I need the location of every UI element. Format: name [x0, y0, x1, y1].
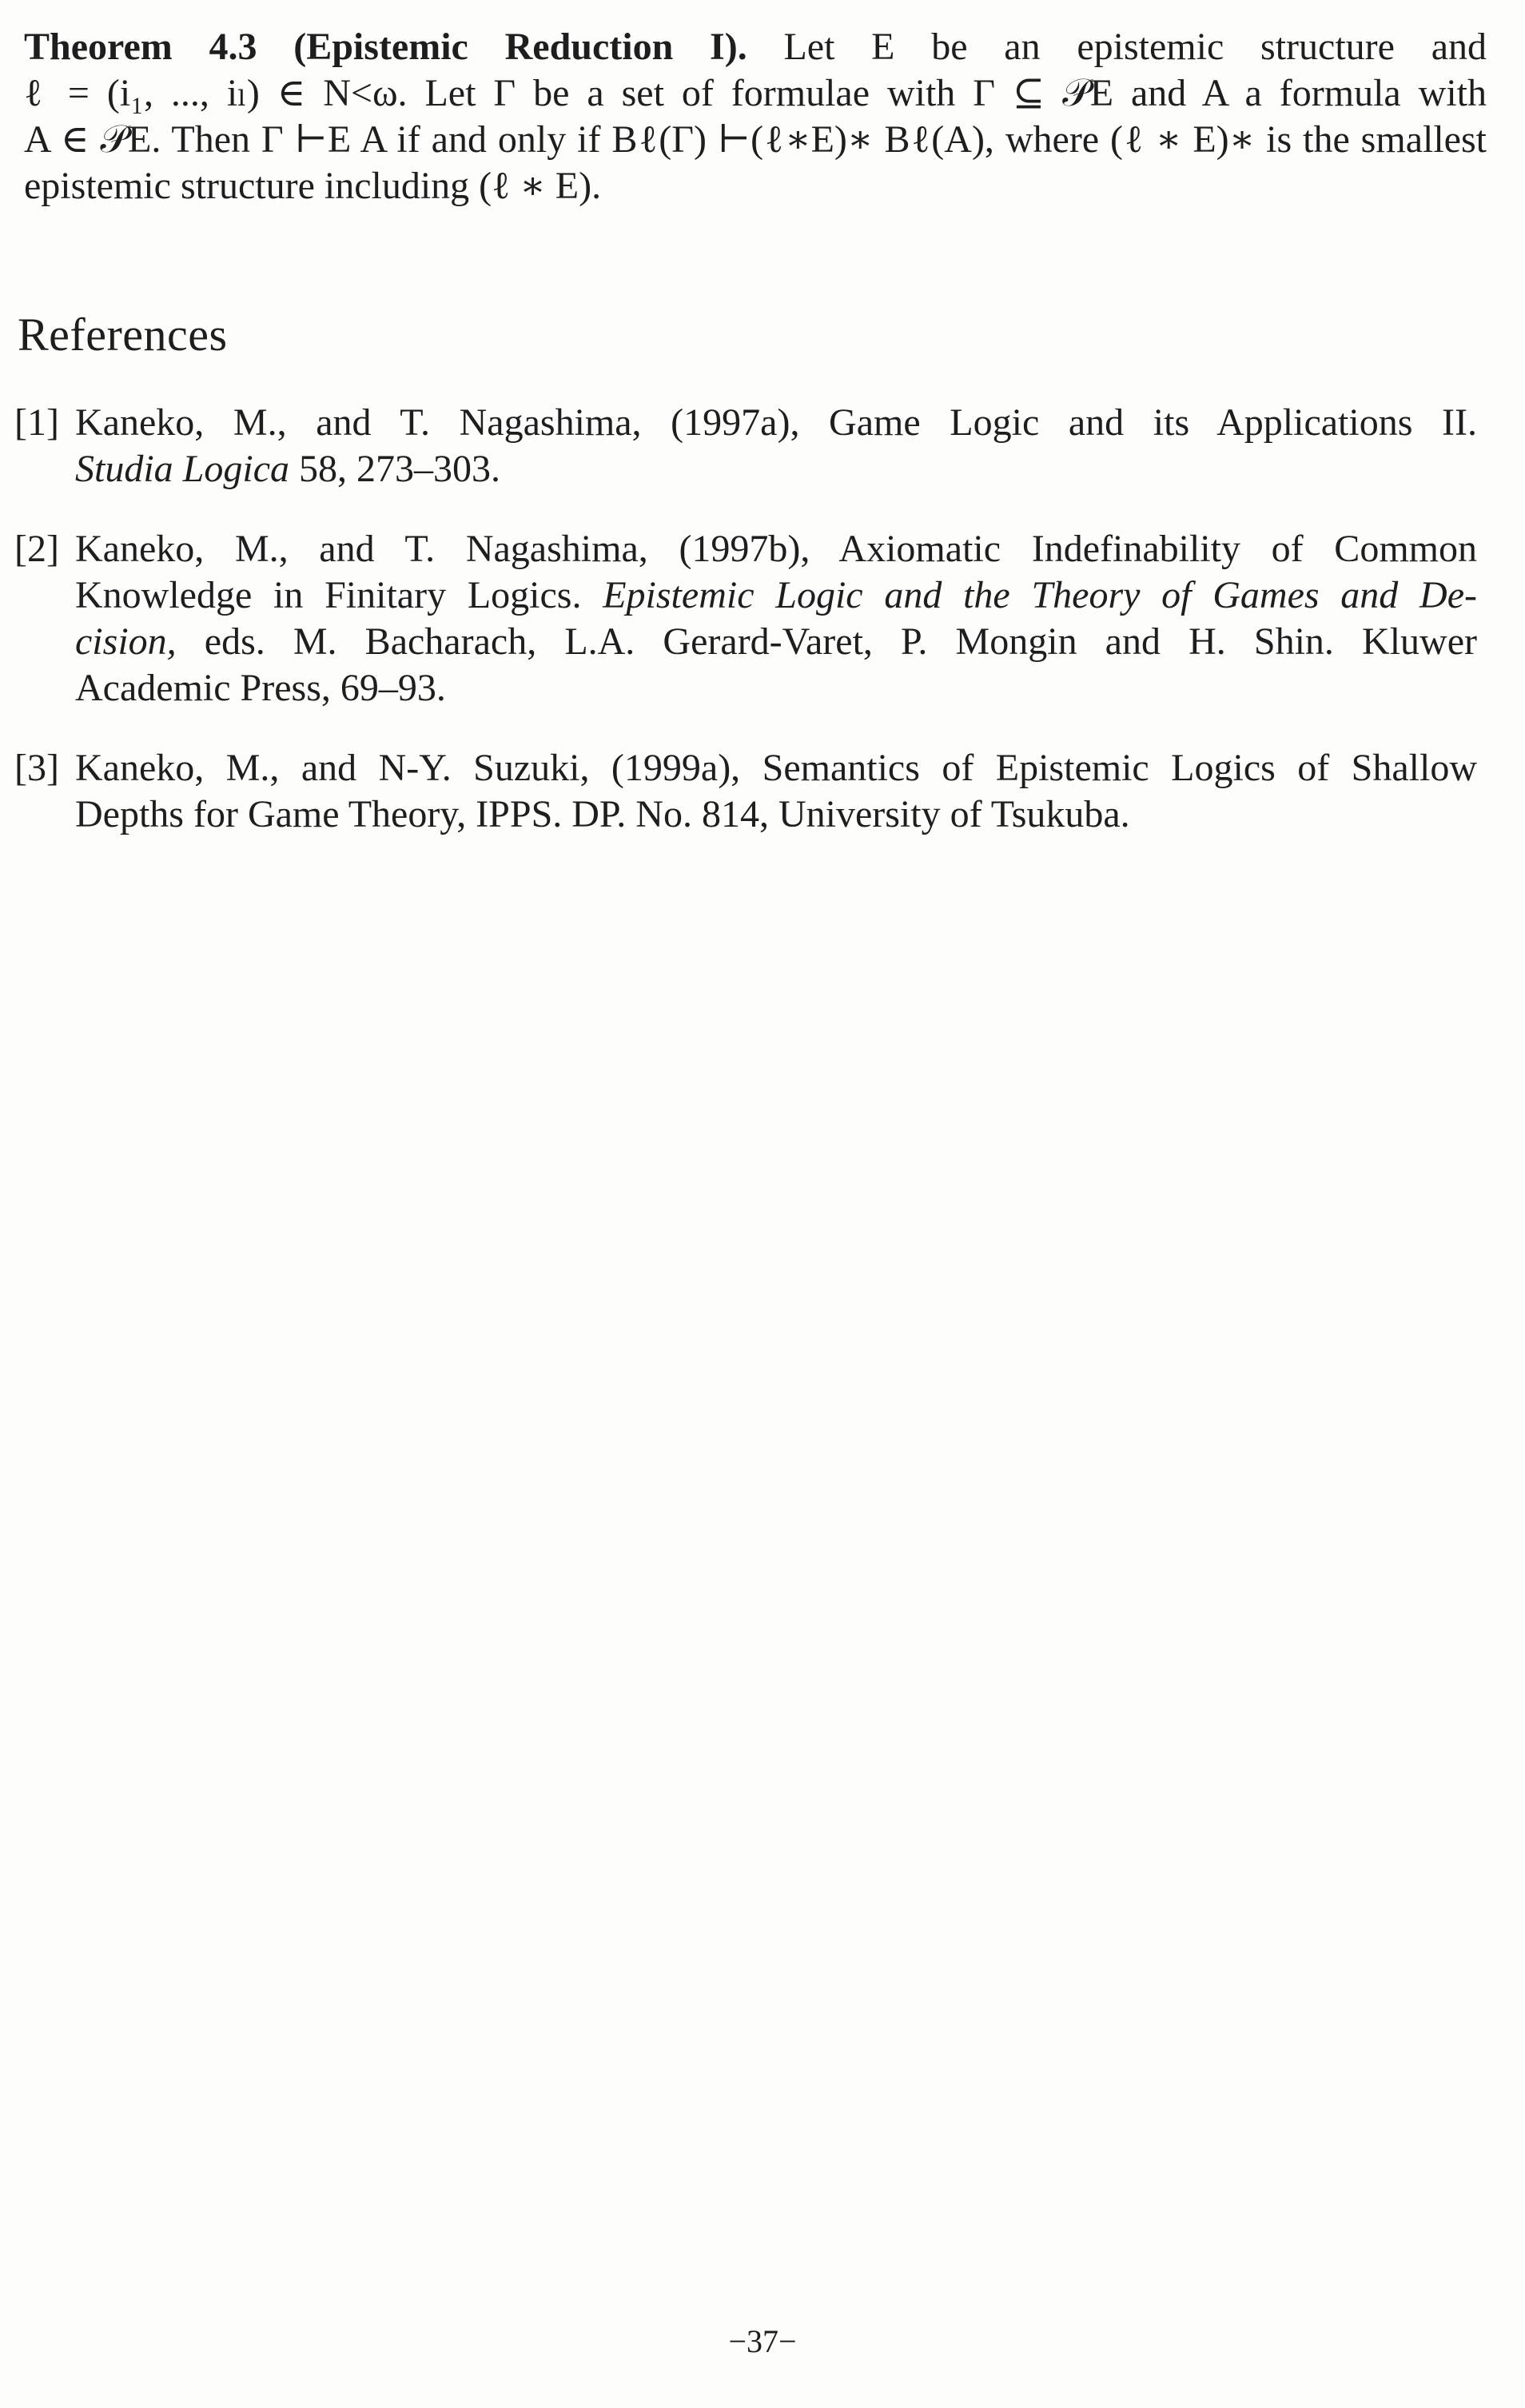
book-title: Epistemic Logic and the Theory of Games and De- — [603, 574, 1477, 616]
reference-line — [75, 572, 1477, 619]
theorem-line: ℓ = (i₁, ..., iₗ) ∈ N<ω. Let Γ be a set of formulae with Γ ⊆ 𝒫E and A a formula with — [24, 72, 1487, 114]
reference-number: [3] — [14, 747, 59, 789]
page-number: −37− — [728, 2323, 797, 2359]
reference-line: Kaneko, M., and T. Nagashima, (1997a), Game Logic and its Applications II. — [75, 401, 1477, 444]
reference-text: eds. M. Bacharach, L.A. Gerard-Varet, P. Mongin and H. Shin. Kluwer — [176, 620, 1477, 663]
theorem-block — [24, 24, 1487, 209]
theorem-heading: Theorem 4.3 (Epistemic Reduction I). — [24, 26, 747, 68]
book-title: cision, — [75, 620, 177, 663]
theorem-line: A ∈ 𝒫E. Then Γ ⊢E A if and only if Bℓ(Γ) ⊢(ℓ∗E)∗ Bℓ(A), where (ℓ ∗ E)∗ is the smallest — [24, 118, 1487, 161]
references-heading: References — [18, 309, 228, 361]
reference-item — [14, 745, 1477, 838]
reference-line: Academic Press, 69–93. — [75, 667, 446, 709]
theorem-text: Let E be an epistemic structure and — [783, 26, 1487, 68]
reference-item — [14, 526, 1477, 712]
reference-text: 58, 273–303. — [289, 448, 501, 490]
reference-list — [14, 400, 1477, 871]
theorem-line: epistemic structure including (ℓ ∗ E). — [24, 165, 602, 207]
reference-text: Knowledge in Finitary Logics. — [75, 574, 603, 616]
reference-line: Kaneko, M., and T. Nagashima, (1997b), Axiomatic Indefinability of Common — [75, 528, 1477, 570]
journal-title: Studia Logica — [75, 448, 290, 490]
reference-line — [75, 446, 1477, 492]
reference-number: [2] — [14, 528, 59, 570]
reference-line — [75, 619, 1477, 665]
reference-line: Kaneko, M., and N-Y. Suzuki, (1999a), Semantics of Epistemic Logics of Shallow — [75, 747, 1477, 789]
reference-number: [1] — [14, 401, 59, 444]
reference-line: Depths for Game Theory, IPPS. DP. No. 814, University of Tsukuba. — [75, 793, 1130, 835]
reference-item — [14, 400, 1477, 492]
theorem-line — [24, 24, 1487, 70]
